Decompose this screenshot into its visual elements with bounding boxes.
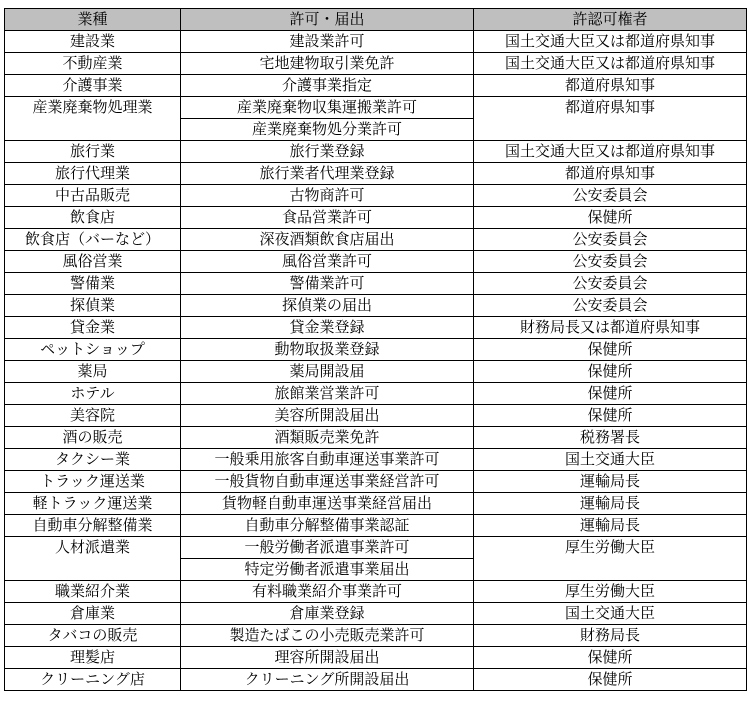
authority-cell: 厚生労働大臣 bbox=[474, 537, 747, 581]
authority-cell: 保健所 bbox=[474, 383, 747, 405]
permit-cell: 貸金業登録 bbox=[181, 317, 474, 339]
table-row bbox=[5, 361, 747, 383]
industry-cell: 職業紹介業 bbox=[5, 581, 181, 603]
table-row bbox=[5, 229, 747, 251]
table-body bbox=[5, 31, 747, 691]
permit-cell: 介護事業指定 bbox=[181, 75, 474, 97]
industry-cell: 自動車分解整備業 bbox=[5, 515, 181, 537]
industry-cell: 産業廃棄物処理業 bbox=[5, 97, 181, 141]
permit-cell: 薬局開設届 bbox=[181, 361, 474, 383]
industry-cell: 酒の販売 bbox=[5, 427, 181, 449]
permit-cell: 一般貨物自動車運送事業経営許可 bbox=[181, 471, 474, 493]
industry-cell: 飲食店 bbox=[5, 207, 181, 229]
industry-cell: 旅行業 bbox=[5, 141, 181, 163]
authority-cell: 国土交通大臣又は都道府県知事 bbox=[474, 31, 747, 53]
permit-cell: 旅館業営業許可 bbox=[181, 383, 474, 405]
authority-cell: 運輸局長 bbox=[474, 471, 747, 493]
authority-cell: 都道府県知事 bbox=[474, 97, 747, 141]
permit-cell: 建設業許可 bbox=[181, 31, 474, 53]
permit-cell: クリーニング所開設届出 bbox=[181, 669, 474, 691]
table-row bbox=[5, 383, 747, 405]
permit-cell: 宅地建物取引業免許 bbox=[181, 53, 474, 75]
table-row bbox=[5, 141, 747, 163]
industry-cell: トラック運送業 bbox=[5, 471, 181, 493]
authority-cell: 税務署長 bbox=[474, 427, 747, 449]
permit-cell: 貨物軽自動車運送事業経営届出 bbox=[181, 493, 474, 515]
authority-cell: 公安委員会 bbox=[474, 251, 747, 273]
header-permit: 許可・届出 bbox=[181, 9, 474, 31]
table-row bbox=[5, 273, 747, 295]
industry-cell: 理髪店 bbox=[5, 647, 181, 669]
table-row bbox=[5, 581, 747, 603]
authority-cell: 公安委員会 bbox=[474, 295, 747, 317]
table-row bbox=[5, 449, 747, 471]
authority-cell: 保健所 bbox=[474, 361, 747, 383]
industry-cell: 探偵業 bbox=[5, 295, 181, 317]
permit-cell: 美容所開設届出 bbox=[181, 405, 474, 427]
permit-cell: 一般労働者派遣事業許可 bbox=[181, 537, 474, 559]
authority-cell: 運輸局長 bbox=[474, 493, 747, 515]
permit-cell: 旅行業登録 bbox=[181, 141, 474, 163]
permit-cell: 動物取扱業登録 bbox=[181, 339, 474, 361]
license-table bbox=[4, 8, 747, 691]
industry-cell: ペットショップ bbox=[5, 339, 181, 361]
permit-cell: 風俗営業許可 bbox=[181, 251, 474, 273]
table-row bbox=[5, 163, 747, 185]
table-row bbox=[5, 295, 747, 317]
table-row bbox=[5, 471, 747, 493]
table-row bbox=[5, 251, 747, 273]
industry-cell: 風俗営業 bbox=[5, 251, 181, 273]
permit-cell: 警備業許可 bbox=[181, 273, 474, 295]
table-row bbox=[5, 427, 747, 449]
industry-cell: 美容院 bbox=[5, 405, 181, 427]
table-row bbox=[5, 493, 747, 515]
industry-cell: タバコの販売 bbox=[5, 625, 181, 647]
header-row bbox=[5, 9, 747, 31]
permit-cell: 旅行業者代理業登録 bbox=[181, 163, 474, 185]
table-row bbox=[5, 603, 747, 625]
authority-cell: 公安委員会 bbox=[474, 185, 747, 207]
industry-cell: 薬局 bbox=[5, 361, 181, 383]
authority-cell: 公安委員会 bbox=[474, 229, 747, 251]
permit-cell: 探偵業の届出 bbox=[181, 295, 474, 317]
industry-cell: 不動産業 bbox=[5, 53, 181, 75]
authority-cell: 国土交通大臣 bbox=[474, 449, 747, 471]
table-row bbox=[5, 207, 747, 229]
industry-cell: 旅行代理業 bbox=[5, 163, 181, 185]
authority-cell: 保健所 bbox=[474, 339, 747, 361]
table-row bbox=[5, 75, 747, 97]
authority-cell: 国土交通大臣 bbox=[474, 603, 747, 625]
permit-cell: 深夜酒類飲食店届出 bbox=[181, 229, 474, 251]
authority-cell: 国土交通大臣又は都道府県知事 bbox=[474, 141, 747, 163]
industry-cell: 中古品販売 bbox=[5, 185, 181, 207]
table-row bbox=[5, 339, 747, 361]
industry-cell: 貸金業 bbox=[5, 317, 181, 339]
authority-cell: 財務局長又は都道府県知事 bbox=[474, 317, 747, 339]
authority-cell: 都道府県知事 bbox=[474, 75, 747, 97]
permit-cell: 理容所開設届出 bbox=[181, 647, 474, 669]
industry-cell: 軽トラック運送業 bbox=[5, 493, 181, 515]
table-row bbox=[5, 317, 747, 339]
authority-cell: 保健所 bbox=[474, 405, 747, 427]
permit-cell: 一般乗用旅客自動車運送事業許可 bbox=[181, 449, 474, 471]
authority-cell: 国土交通大臣又は都道府県知事 bbox=[474, 53, 747, 75]
table-row bbox=[5, 515, 747, 537]
table-row bbox=[5, 185, 747, 207]
permit-cell: 特定労働者派遣事業届出 bbox=[181, 559, 474, 581]
industry-cell: 警備業 bbox=[5, 273, 181, 295]
header-authority: 許認可権者 bbox=[474, 9, 747, 31]
permit-cell: 産業廃棄物収集運搬業許可 bbox=[181, 97, 474, 119]
table-row bbox=[5, 53, 747, 75]
industry-cell: 倉庫業 bbox=[5, 603, 181, 625]
permit-cell: 製造たばこの小売販売業許可 bbox=[181, 625, 474, 647]
authority-cell: 保健所 bbox=[474, 207, 747, 229]
table-row bbox=[5, 625, 747, 647]
permit-cell: 倉庫業登録 bbox=[181, 603, 474, 625]
permit-cell: 自動車分解整備事業認証 bbox=[181, 515, 474, 537]
table-row bbox=[5, 31, 747, 53]
permit-cell: 産業廃棄物処分業許可 bbox=[181, 119, 474, 141]
authority-cell: 財務局長 bbox=[474, 625, 747, 647]
industry-cell: タクシー業 bbox=[5, 449, 181, 471]
authority-cell: 運輸局長 bbox=[474, 515, 747, 537]
permit-cell: 食品営業許可 bbox=[181, 207, 474, 229]
industry-cell: クリーニング店 bbox=[5, 669, 181, 691]
table-row bbox=[5, 405, 747, 427]
license-table-container bbox=[4, 8, 746, 691]
permit-cell: 有料職業紹介事業許可 bbox=[181, 581, 474, 603]
table-header bbox=[5, 9, 747, 31]
permit-cell: 酒類販売業免許 bbox=[181, 427, 474, 449]
header-industry: 業種 bbox=[5, 9, 181, 31]
authority-cell: 保健所 bbox=[474, 669, 747, 691]
permit-cell: 古物商許可 bbox=[181, 185, 474, 207]
table-row bbox=[5, 647, 747, 669]
authority-cell: 都道府県知事 bbox=[474, 163, 747, 185]
industry-cell: 建設業 bbox=[5, 31, 181, 53]
table-row bbox=[5, 97, 747, 119]
industry-cell: ホテル bbox=[5, 383, 181, 405]
table-row bbox=[5, 537, 747, 559]
table-row bbox=[5, 669, 747, 691]
industry-cell: 介護事業 bbox=[5, 75, 181, 97]
industry-cell: 飲食店（バーなど） bbox=[5, 229, 181, 251]
authority-cell: 公安委員会 bbox=[474, 273, 747, 295]
authority-cell: 厚生労働大臣 bbox=[474, 581, 747, 603]
authority-cell: 保健所 bbox=[474, 647, 747, 669]
industry-cell: 人材派遣業 bbox=[5, 537, 181, 581]
